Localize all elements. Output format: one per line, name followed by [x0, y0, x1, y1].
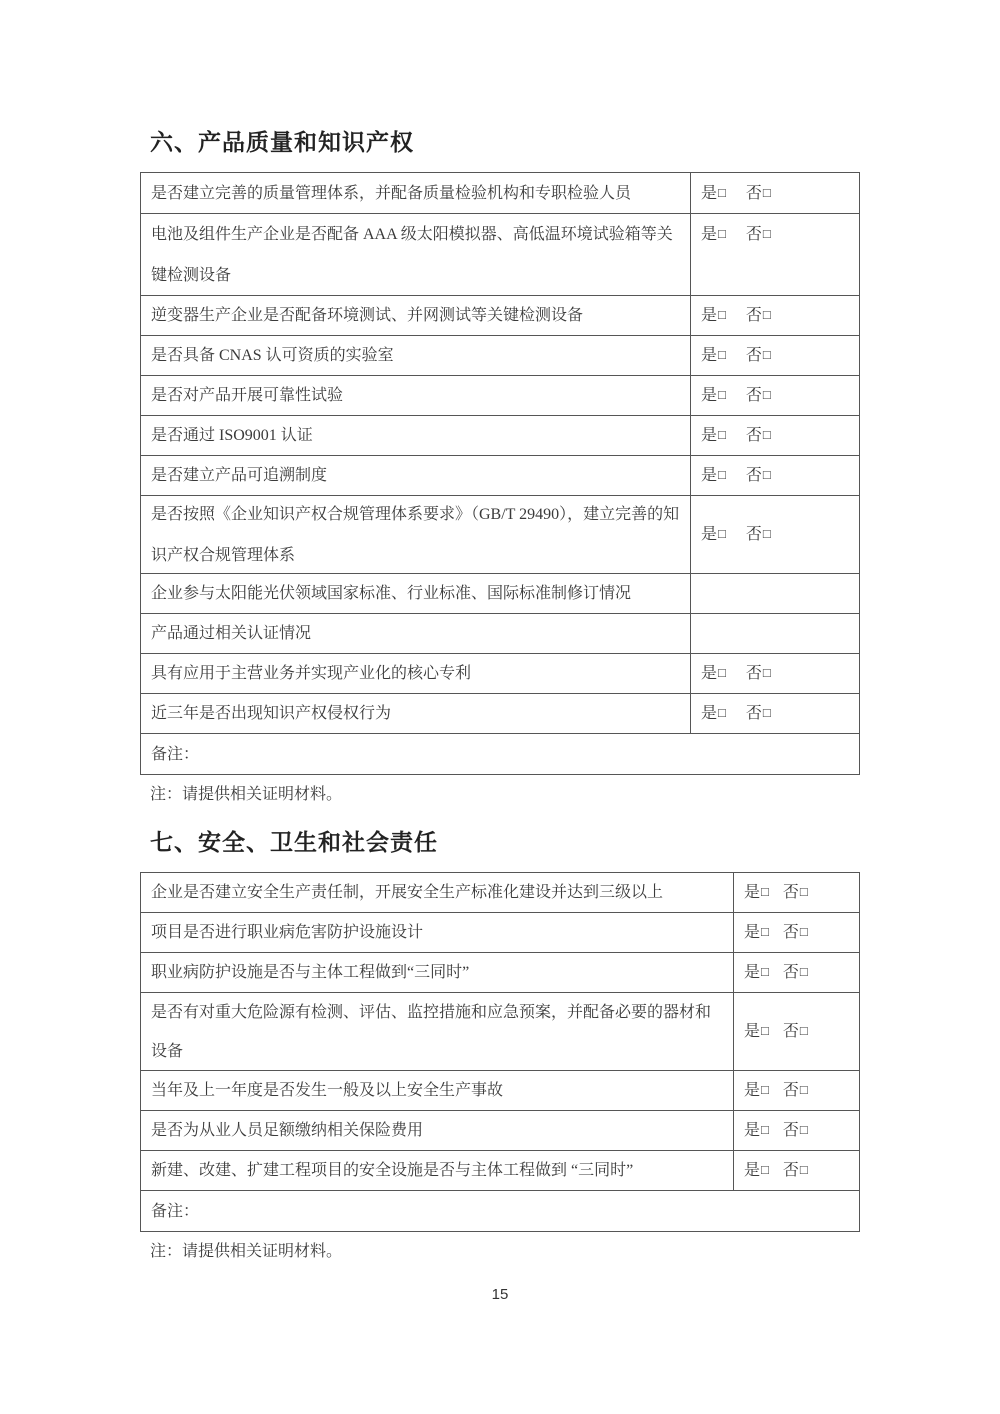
checkbox-square-icon: □	[799, 1162, 808, 1177]
yes-checkbox: 是□	[701, 387, 726, 404]
checkbox-square-icon: □	[718, 226, 726, 241]
answer-cell	[691, 173, 859, 213]
no-checkbox: 否□	[745, 307, 771, 324]
section-6-title: 六、产品质量和知识产权	[150, 129, 414, 155]
table-row	[141, 1151, 859, 1191]
checkbox-square-icon: □	[761, 924, 769, 939]
table-row	[141, 1191, 859, 1231]
checkbox-square-icon: □	[718, 467, 726, 482]
page-number: 15	[491, 1286, 509, 1303]
yes-checkbox: 是□	[744, 964, 769, 981]
no-checkbox: 否□	[745, 467, 771, 484]
checkbox-square-icon: □	[718, 184, 726, 200]
question-cell: 是否通过 ISO9001 认证	[141, 416, 691, 455]
checkbox-square-icon: □	[761, 964, 769, 979]
checkbox-square-icon: □	[761, 1023, 769, 1038]
table-row	[141, 614, 859, 654]
question-cell: 是否建立产品可追溯制度	[141, 456, 691, 495]
checkbox-square-icon: □	[799, 1122, 808, 1137]
table-row	[141, 654, 859, 694]
yes-checkbox: 是□	[701, 347, 726, 364]
table-row	[141, 1111, 859, 1151]
checkbox-square-icon: □	[799, 924, 808, 939]
yes-checkbox: 是□	[744, 1023, 769, 1040]
question-cell: 是否具备 CNAS 认可资质的实验室	[141, 336, 691, 375]
no-checkbox: 否□	[782, 964, 808, 981]
answer-cell	[691, 654, 859, 693]
checkbox-square-icon: □	[718, 307, 726, 322]
table-row	[141, 734, 859, 774]
checkbox-square-icon: □	[762, 184, 771, 200]
checkbox-square-icon: □	[762, 307, 771, 322]
question-cell: 具有应用于主营业务并实现产业化的核心专利	[141, 654, 691, 693]
question-cell: 企业是否建立安全生产责任制，开展安全生产标准化建设并达到三级以上	[141, 873, 734, 912]
table-row	[141, 173, 859, 214]
question-cell: 是否为从业人员足额缴纳相关保险费用	[141, 1111, 734, 1150]
no-checkbox: 否□	[782, 1082, 808, 1099]
question-cell: 新建、改建、扩建工程项目的安全设施是否与主体工程做到 “三同时”	[141, 1151, 734, 1190]
checkbox-square-icon: □	[762, 705, 771, 720]
table-row	[141, 214, 859, 296]
question-cell: 近三年是否出现知识产权侵权行为	[141, 694, 691, 733]
checkbox-square-icon: □	[799, 884, 808, 899]
answer-cell	[734, 993, 859, 1070]
remark-cell: 备注：	[151, 745, 200, 763]
answer-cell	[734, 1071, 859, 1110]
table-row	[141, 574, 859, 614]
checkbox-square-icon: □	[718, 665, 726, 680]
no-checkbox: 否□	[782, 1023, 808, 1040]
question-cell: 企业参与太阳能光伏领域国家标准、行业标准、国际标准制修订情况	[141, 574, 691, 613]
no-checkbox: 否□	[745, 226, 771, 243]
checkbox-square-icon: □	[761, 1082, 769, 1097]
yes-checkbox: 是□	[701, 705, 726, 722]
question-cell: 是否对产品开展可靠性试验	[141, 376, 691, 415]
no-checkbox: 否□	[745, 705, 771, 722]
section-6-note: 注：请提供相关证明材料。	[150, 786, 343, 803]
table-row	[141, 873, 859, 913]
table-row	[141, 416, 859, 456]
no-checkbox: 否□	[745, 665, 771, 682]
checkbox-square-icon: □	[761, 1162, 769, 1177]
table-row	[141, 993, 859, 1071]
yes-checkbox: 是□	[744, 884, 769, 901]
checkbox-square-icon: □	[762, 226, 771, 241]
checkbox-square-icon: □	[762, 665, 771, 680]
table-row	[141, 1071, 859, 1111]
question-cell: 产品通过相关认证情况	[141, 614, 691, 653]
question-cell: 是否建立完善的质量管理体系，并配备质量检验机构和专职检验人员	[141, 173, 691, 213]
answer-cell	[691, 336, 859, 375]
answer-cell	[734, 1151, 859, 1190]
checkbox-square-icon: □	[718, 705, 726, 720]
table-row	[141, 336, 859, 376]
table-row	[141, 296, 859, 336]
question-cell: 电池及组件生产企业是否配备 AAA 级太阳模拟器、高低温环境试验箱等关键检测设备	[141, 214, 691, 295]
answer-cell-empty	[691, 614, 859, 653]
yes-checkbox: 是□	[701, 226, 726, 243]
answer-cell	[734, 913, 859, 952]
no-checkbox: 否□	[782, 1162, 808, 1179]
checkbox-square-icon: □	[718, 347, 726, 362]
no-checkbox: 否□	[782, 924, 808, 941]
table-row	[141, 496, 859, 574]
checkbox-square-icon: □	[761, 884, 769, 899]
answer-cell	[691, 214, 859, 295]
section-7-note: 注：请提供相关证明材料。	[150, 1243, 343, 1260]
checkbox-square-icon: □	[762, 427, 771, 442]
checkbox-square-icon: □	[761, 1122, 769, 1137]
yes-checkbox: 是□	[701, 427, 726, 444]
no-checkbox: 否□	[745, 184, 771, 202]
checkbox-square-icon: □	[718, 427, 726, 442]
answer-cell	[734, 873, 859, 912]
question-cell: 职业病防护设施是否与主体工程做到“三同时”	[141, 953, 734, 992]
yes-checkbox: 是□	[744, 1162, 769, 1179]
yes-checkbox: 是□	[701, 467, 726, 484]
checkbox-square-icon: □	[799, 964, 808, 979]
checkbox-square-icon: □	[762, 467, 771, 482]
yes-checkbox: 是□	[701, 526, 726, 543]
no-checkbox: 否□	[782, 884, 808, 901]
no-checkbox: 否□	[745, 526, 771, 543]
answer-cell	[691, 376, 859, 415]
yes-checkbox: 是□	[744, 1122, 769, 1139]
section-6-table	[140, 172, 860, 775]
remark-cell: 备注：	[151, 1202, 200, 1220]
table-row	[141, 376, 859, 416]
answer-cell	[734, 1111, 859, 1150]
answer-cell-empty	[691, 574, 859, 613]
checkbox-square-icon: □	[799, 1082, 808, 1097]
document-page	[140, 0, 860, 1262]
question-cell: 当年及上一年度是否发生一般及以上安全生产事故	[141, 1071, 734, 1110]
table-row	[141, 456, 859, 496]
question-cell: 项目是否进行职业病危害防护设施设计	[141, 913, 734, 952]
answer-cell	[691, 296, 859, 335]
no-checkbox: 否□	[745, 387, 771, 404]
no-checkbox: 否□	[745, 427, 771, 444]
checkbox-square-icon: □	[718, 526, 726, 541]
question-cell: 逆变器生产企业是否配备环境测试、并网测试等关键检测设备	[141, 296, 691, 335]
answer-cell	[734, 953, 859, 992]
question-cell: 是否按照《企业知识产权合规管理体系要求》（GB/T 29490），建立完善的知识产权合规管理体系	[141, 496, 691, 573]
yes-checkbox: 是□	[701, 184, 726, 202]
yes-checkbox: 是□	[744, 1082, 769, 1099]
table-row	[141, 953, 859, 993]
checkbox-square-icon: □	[799, 1023, 808, 1038]
checkbox-square-icon: □	[718, 387, 726, 402]
checkbox-square-icon: □	[762, 526, 771, 541]
no-checkbox: 否□	[745, 347, 771, 364]
answer-cell	[691, 496, 859, 573]
answer-cell	[691, 416, 859, 455]
table-row	[141, 694, 859, 734]
question-cell: 是否有对重大危险源有检测、评估、监控措施和应急预案，并配备必要的器材和设备	[141, 993, 734, 1070]
no-checkbox: 否□	[782, 1122, 808, 1139]
yes-checkbox: 是□	[701, 665, 726, 682]
checkbox-square-icon: □	[762, 347, 771, 362]
answer-cell	[691, 694, 859, 733]
yes-checkbox: 是□	[744, 924, 769, 941]
yes-checkbox: 是□	[701, 307, 726, 324]
checkbox-square-icon: □	[762, 387, 771, 402]
section-7-title: 七、安全、卫生和社会责任	[150, 829, 438, 855]
answer-cell	[691, 456, 859, 495]
table-row	[141, 913, 859, 953]
section-7-table	[140, 872, 860, 1232]
